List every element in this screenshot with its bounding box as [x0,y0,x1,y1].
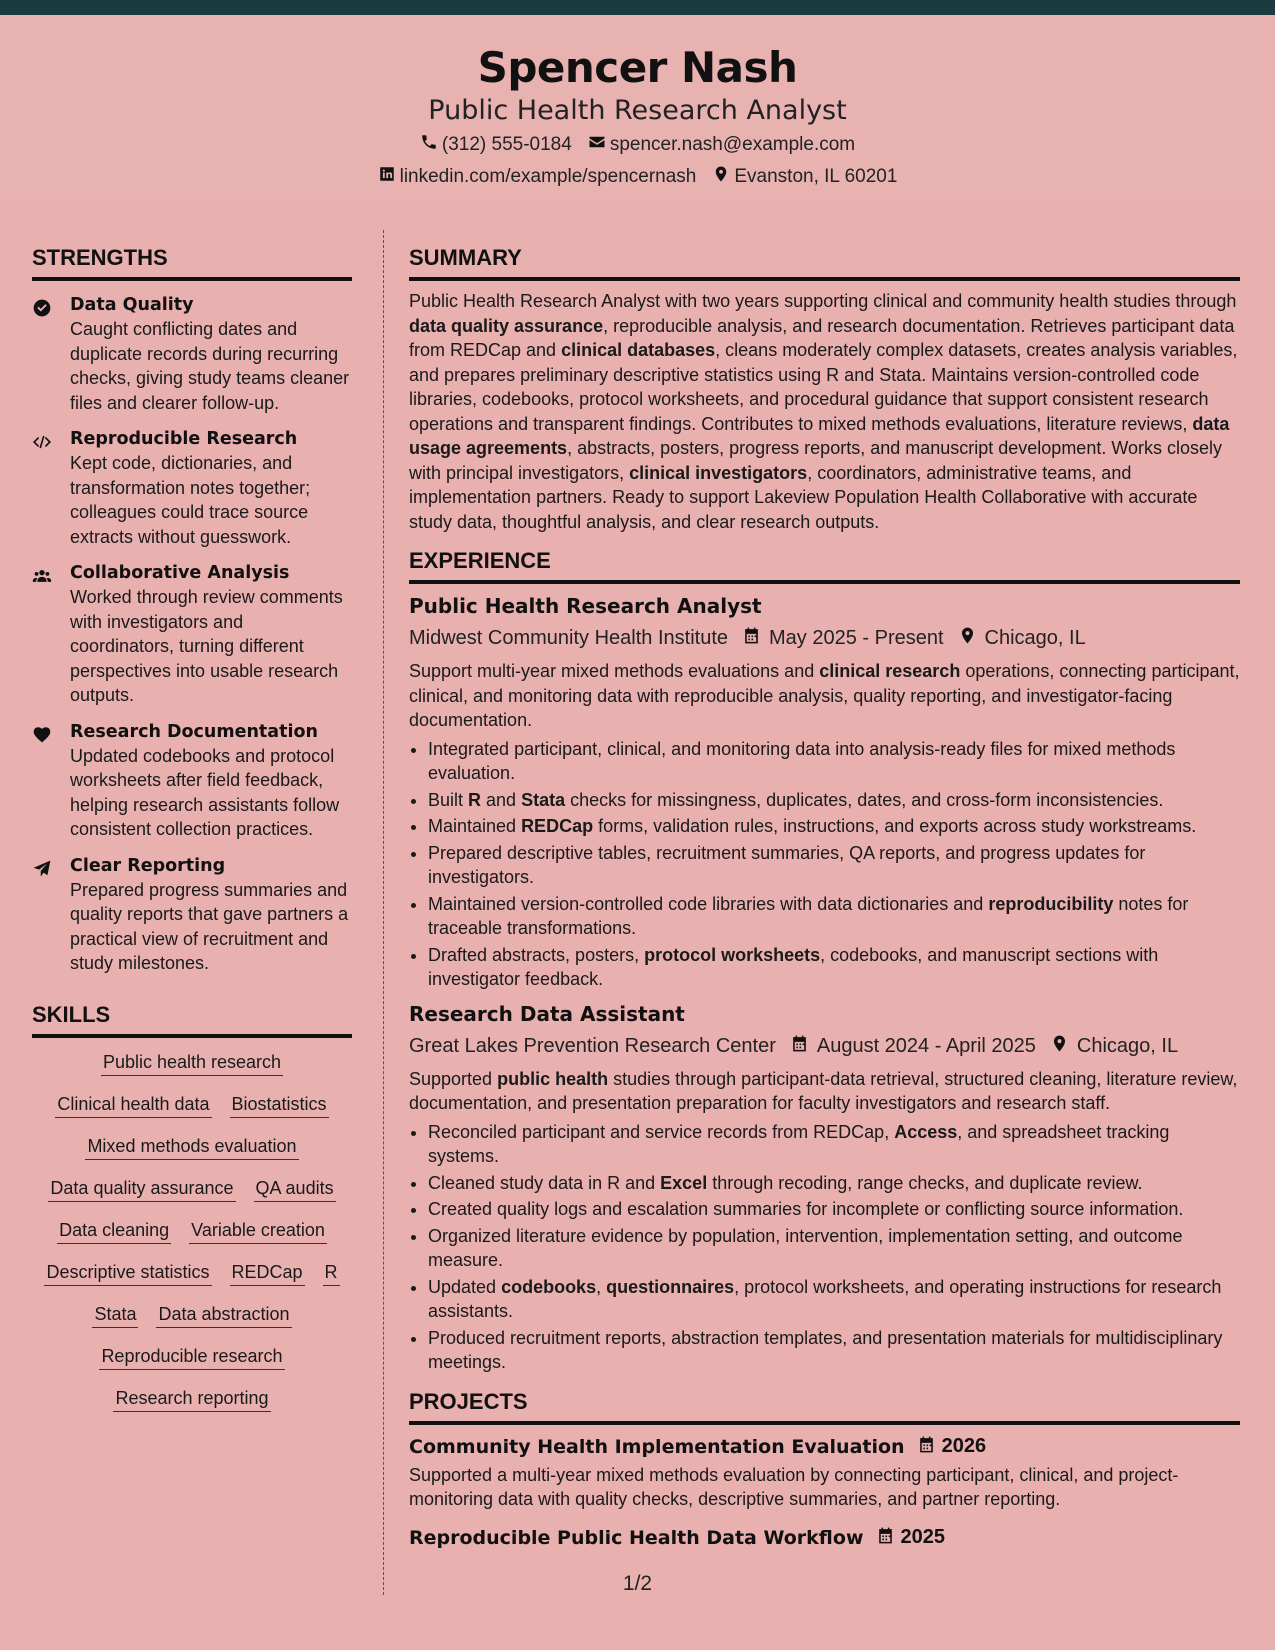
strength-description: Kept code, dictionaries, and transformation notes together; colleagues could trace source extracts without guesswork. [70,453,311,547]
project-year: 2025 [900,1526,945,1548]
job-bullet [428,841,1240,890]
text-segment: , cleans moderately complex datasets, creates analysis variables, and prepares preliminary descriptive statistics using R and Stata. Maintains version-controlled code libraries, codebooks, protocol worksheets, and procedural guidance that support consistent research operations and transparent findings. Contributes to mixed methods evaluations, literature reviews, [409,340,1238,434]
text-segment: and [481,789,522,810]
project-title: Community Health Implementation Evaluation [409,1435,905,1458]
text-segment: checks for missingness, duplicates, dates, and cross-form inconsistencies. [565,789,1164,810]
strengths-heading: STRENGTHS [32,245,352,281]
job-bullet [428,1197,1240,1222]
text-segment: Produced recruitment reports, abstraction templates, and presentation materials for multidisciplinary meetings. [428,1327,1223,1372]
skill-row [32,1388,352,1412]
location-contact [712,165,897,189]
job-bullets [409,1120,1240,1375]
top-accent-bar [0,0,1275,15]
column-divider [383,230,384,1595]
left-column [32,245,352,1430]
linkedin-icon [378,165,400,189]
skill-tag: QA audits [254,1178,336,1202]
calendar-icon [776,1034,817,1059]
map-pin-icon [944,626,985,651]
skill-tag: Descriptive statistics [44,1262,211,1286]
skill-tag: Biostatistics [230,1094,329,1118]
project-year: 2026 [941,1435,987,1457]
emphasis-text: reproducibility [988,893,1114,914]
job-company: Midwest Community Health Institute [409,627,729,649]
project-description: Supported a multi-year mixed methods evaluation by connecting participant, clinical, and project-monitoring data with quality checks, descriptive summaries, and partner reporting. [409,1464,1179,1509]
emphasis-text: R [468,789,482,810]
job-meta [409,626,1240,651]
text-segment: operations, connecting participant, clinical, and monitoring data with reproducible analysis, quality reporting, and investigator-facing documentation. [409,661,1240,730]
text-segment: Integrated participant, clinical, and monitoring data into analysis-ready files for mixed methods evaluation. [428,738,1176,783]
skill-tag: Data quality assurance [48,1178,235,1202]
emphasis-text: codebooks [501,1276,597,1297]
job-intro [409,659,1240,733]
skill-tag: Public health research [101,1052,283,1076]
text-segment: , reproducible analysis, and research documentation. Retrieves participant data from REDCap and [409,315,1235,360]
emphasis-text: REDCap [521,816,594,836]
candidate-name: Spencer Nash [477,43,798,92]
text-segment: , and spreadsheet tracking systems. [428,1121,1170,1166]
map-pin-icon [1036,1034,1077,1059]
email-text: spencer.nash@example.com [609,134,856,155]
summary-heading: SUMMARY [409,245,1240,281]
projects-heading: PROJECTS [409,1389,1240,1425]
phone-contact[interactable] [420,133,572,157]
envelope-icon [588,133,610,157]
text-segment: through recoding, range checks, and duplicate review. [707,1172,1143,1193]
emphasis-text: Excel [660,1172,708,1193]
job-bullet [428,1120,1240,1169]
skill-tag: Data cleaning [57,1220,171,1244]
skill-row [32,1052,352,1076]
strength-item [32,563,352,708]
emphasis-text: public health [497,1068,609,1089]
strength-description: Prepared progress summaries and quality reports that gave partners a practical view of recruitment and study milestones. [70,879,349,973]
calendar-icon [728,626,769,651]
skills-heading: SKILLS [32,1002,352,1038]
job-title: Public Health Research Analyst [409,594,762,618]
text-segment: Created quality logs and escalation summaries for incomplete or conflicting source information. [428,1199,1184,1219]
skill-row [32,1346,352,1370]
job-company: Great Lakes Prevention Research Center [409,1034,776,1057]
emphasis-text: Stata [521,789,566,810]
contact-row-primary [0,133,1275,157]
emphasis-text: clinical investigators [629,462,808,483]
job-intro [409,1067,1240,1116]
text-segment: forms, validation rules, instructions, and exports across study workstreams. [593,816,1197,836]
text-segment: Updated [428,1276,502,1297]
skill-row [32,1304,352,1328]
emphasis-text: questionnaires [606,1276,735,1297]
skill-tag: Mixed methods evaluation [85,1136,298,1160]
skill-tag: Variable creation [189,1220,327,1244]
job-bullet [428,1326,1240,1375]
skill-tag: REDCap [230,1262,305,1286]
emphasis-text: clinical databases [561,340,716,360]
linkedin-contact[interactable] [378,165,697,189]
emphasis-text: clinical research [819,661,961,681]
right-column [409,245,1240,1550]
job-bullet [428,1275,1240,1324]
resume-header [0,15,1275,203]
text-segment: Cleaned study data in R and [428,1172,661,1193]
skill-tag: Reproducible research [99,1346,284,1370]
project-title-row [409,1526,1240,1550]
users-icon [32,566,54,586]
text-segment: Built [428,789,469,810]
project-entry [409,1435,1240,1512]
project-entry [409,1526,1240,1550]
skill-row [32,1136,352,1160]
text-segment: Support multi-year mixed methods evaluations and [409,661,820,681]
linkedin-text: linkedin.com/example/spencernash [399,166,697,187]
job-bullet [428,788,1240,813]
strength-item [32,295,352,415]
paper-plane-icon [32,859,54,879]
page-number: 1/2 [622,1572,653,1595]
job-bullet [428,943,1240,992]
emphasis-text: data quality assurance [409,315,604,336]
text-segment: Maintained [428,816,522,836]
job-entry [409,594,1240,992]
text-segment: , abstracts, posters, progress reports, and manuscript development. Works closely with principal investigators, [409,438,1223,483]
job-entry [409,1002,1240,1375]
check-circle-icon [32,298,54,318]
skill-tag: Clinical health data [55,1094,211,1118]
text-segment: Public Health Research Analyst with two years supporting clinical and community health studies through [409,291,1237,311]
code-icon [32,432,54,452]
job-bullet [428,1171,1240,1196]
calendar-icon [905,1435,942,1459]
emphasis-text: Access [894,1121,958,1142]
strength-item [32,856,352,976]
strength-item [32,722,352,842]
project-title-row [409,1435,1240,1459]
job-bullet [428,814,1240,839]
strength-title: Reproducible Research [70,429,298,449]
map-pin-icon [712,165,734,189]
strength-description: Updated codebooks and protocol worksheets after field feedback, helping research assistants follow consistent collection practices. [70,745,340,839]
job-bullet [428,892,1240,941]
strength-title: Clear Reporting [70,855,226,876]
project-title: Reproducible Public Health Data Workflow [409,1526,864,1549]
text-segment: , coordinators, administrative teams, and implementation partners. Ready to support Lakeview Population Health Collaborative with accurate study data, thoughtful analysis, and clear research outputs. [409,462,1198,532]
text-segment: Maintained version-controlled code libraries with data dictionaries and [428,893,989,914]
text-segment: studies through participant-data retrieval, structured cleaning, literature review, documentation, and presentation preparation for faculty investigators and research staff. [409,1068,1238,1113]
experience-heading: EXPERIENCE [409,548,1240,584]
skill-row [32,1220,352,1244]
emphasis-text: protocol worksheets [644,944,821,965]
calendar-icon [864,1526,901,1550]
job-bullets [409,737,1240,992]
summary-text [409,289,1240,534]
email-contact[interactable] [588,133,855,157]
text-segment: notes for traceable transformations. [428,893,1189,938]
job-dates: August 2024 - April 2025 [816,1034,1036,1057]
text-segment: Supported [409,1068,498,1089]
skill-tag: Stata [92,1304,138,1328]
text-segment: , codebooks, and manuscript sections with investigator feedback. [428,944,1159,989]
phone-text: (312) 555-0184 [441,134,572,155]
phone-icon [420,133,442,157]
contact-row-secondary [0,165,1275,189]
job-meta [409,1034,1240,1059]
text-segment: Drafted abstracts, posters, [428,944,645,965]
emphasis-text: data usage agreements [409,413,1230,458]
text-segment: Reconciled participant and service records from REDCap, [428,1121,895,1142]
job-location: Chicago, IL [984,627,1086,649]
text-segment: , [596,1276,607,1297]
job-dates: May 2025 - Present [769,627,944,649]
candidate-title: Public Health Research Analyst [428,95,847,126]
text-segment: Prepared descriptive tables, recruitment summaries, QA reports, and progress updates for investigators. [428,842,1146,887]
strength-description: Caught conflicting dates and duplicate records during recurring checks, giving study teams cleaner files and clearer follow-up. [70,319,350,413]
job-location: Chicago, IL [1076,1034,1179,1057]
strength-title: Collaborative Analysis [70,563,290,583]
strength-item [32,429,352,549]
text-segment: , protocol worksheets, and operating instructions for research assistants. [428,1276,1222,1321]
skill-row [32,1178,352,1202]
text-segment: Organized literature evidence by population, intervention, implementation setting, and outcome measure. [428,1225,1183,1270]
job-bullet [428,1224,1240,1273]
skill-tag: R [323,1262,340,1286]
heart-icon [32,725,54,745]
location-text: Evanston, IL 60201 [734,166,898,187]
strength-description: Worked through review comments with investigators and coordinators, turning different perspectives into usable research outputs. [70,587,343,705]
skill-tag: Research reporting [113,1388,270,1412]
skills-list [32,1052,352,1412]
strength-title: Research Documentation [70,721,318,742]
skill-row [32,1094,352,1118]
job-bullet [428,737,1240,786]
job-title: Research Data Assistant [409,1001,685,1026]
skill-tag: Data abstraction [156,1304,291,1328]
strength-title: Data Quality [70,295,194,315]
skill-row [32,1262,352,1286]
